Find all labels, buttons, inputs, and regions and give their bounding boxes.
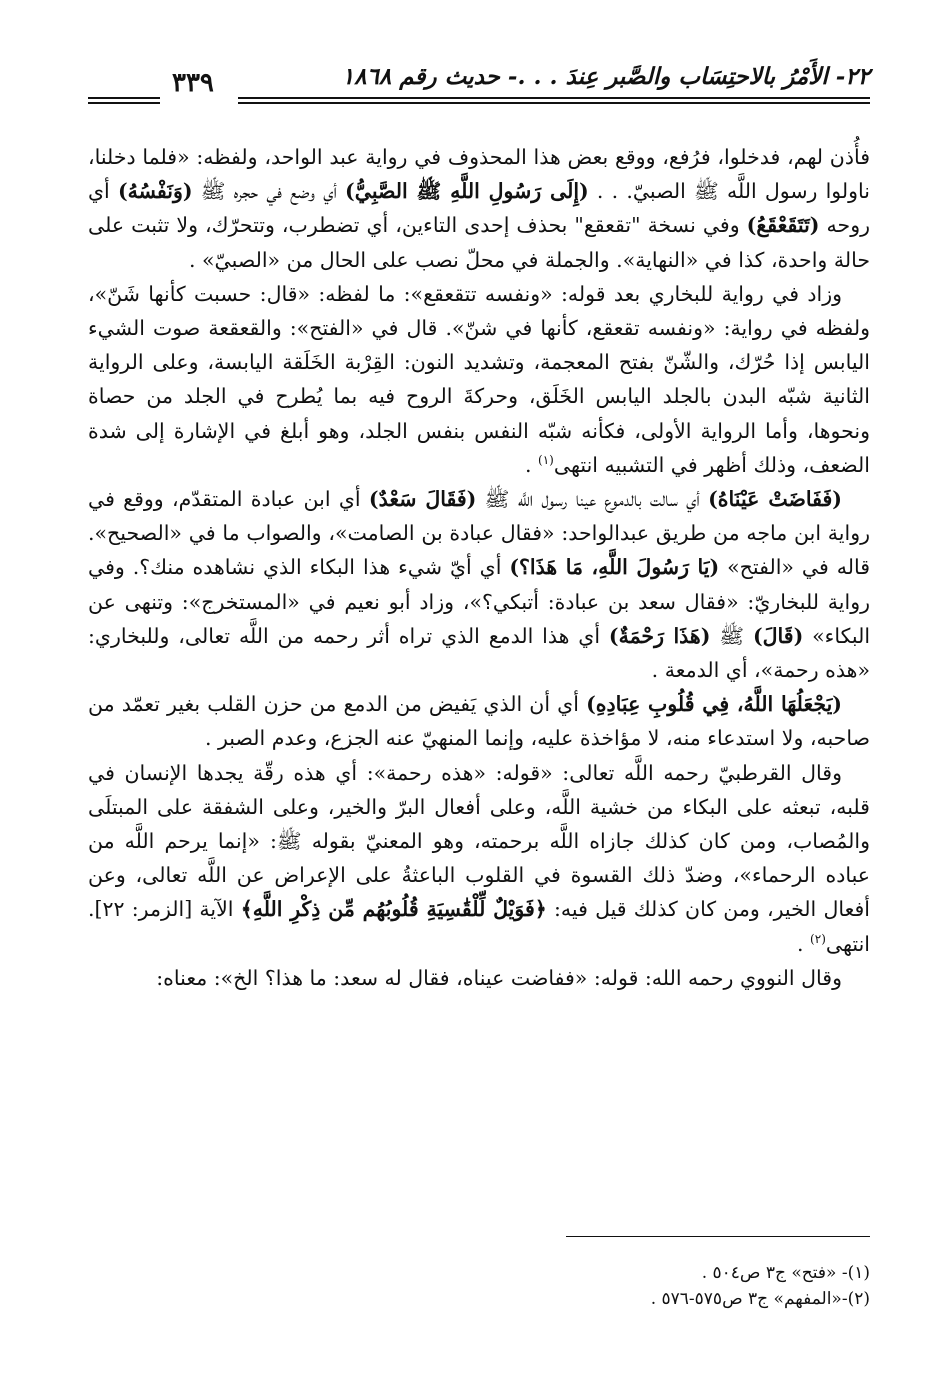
text-run: أي ابن عبادة المتقدّم، ووقع في رواية ابن ماجه من طريق عبدالواحد: «فقال عبادة بن الصامت»، والصواب ما في «الصحيح». قاله في «الفتح» (88, 487, 870, 580)
footnote-2: (٢)-«المفهم» ج٣ ص٥٧٥-٥٧٦ . (650, 1289, 870, 1309)
text-run: وزاد في رواية للبخاري بعد قوله: «ونفسه تتقعقع»: ما لفظه: «قال: حسبت كأنها شَنّ»، ولفظه في رواية: «ونفسه تقعقع، كأنها في شنّ». قال في «الفتح»: والقعقعة صوت الشيء اليابس إذا حُرّك، والشّنّ بفتح المعجمة، وتشديد النون: القِرْبة الخَلَقة اليابسة، وعلى الرواية الثانية شبّه البدن بالجلد اليابس الخَلَق، وحركةَ الروح فيه بما يُطرح في الجلد من حصاة ونحوها، وأما الرواية الأولى، فكأنه شبّه النفس بنفس الجلد، وهو أبلغ في الإشارة إلى شدة الضعف، وذلك أظهر في التشبيه انتهى (88, 281, 870, 477)
header-rule (238, 97, 870, 104)
footnote-1: (١)- «فتح» ج٣ ص٥٠٤ . (701, 1263, 870, 1283)
text-run: أي هذا الدمع الذي تراه أثر رحمه من اللَّه تعالى، وللبخاري: «هذه رحمة»، أي الدمعة . (88, 623, 870, 683)
paragraph (88, 277, 870, 482)
text-run: . (797, 931, 811, 956)
chapter-title: ٢٢- الأَمْرُ بالاحتِسَاب والصَّبر عِندَ . . .- حديث رقم ١٨٦٨ (341, 63, 870, 90)
text-run: أي سالت بالدموع عينا رسول اللَّه ﷺ (476, 487, 709, 512)
hadith-quote: (قَالَ) (752, 623, 804, 648)
hadith-quote: (تَتَقَعْقَعُ) (746, 213, 820, 238)
hadith-quote: ﴿فَوَيْلٌ لِّلْقَٰسِيَةِ قُلُوبُهُم مِّن ذِكْرِ اللَّهِ﴾ (240, 897, 547, 922)
page-number: ٣٣٩ (172, 68, 214, 98)
text-run: . (524, 452, 539, 477)
text-run: أي أن الذي يَفيض من الدمع من حزن القلب بغير تعمّد من صاحبه، ولا استدعاء منه، لا مؤاخذة عليه، وإنما المنهيّ عنه الجزع، وعدم الصبر . (88, 692, 870, 751)
text-run: أي روحه (88, 179, 871, 238)
paragraph (88, 140, 870, 277)
hadith-quote: (هَذَا رَحْمَةٌ) (608, 623, 711, 648)
footnote-ref: (١) (538, 453, 554, 467)
paragraph (88, 482, 870, 687)
paragraph (88, 756, 870, 961)
text-run: أي وضع في حجره ﷺ (192, 179, 346, 204)
footnotes (88, 1260, 870, 1312)
text-run: وقال النووي رحمه الله: قوله: «ففاضت عيناه، فقال له سعد: ما هذا؟ الخ»: معناه: (156, 965, 842, 990)
footnote-separator (566, 1236, 870, 1237)
running-header (88, 62, 870, 106)
main-text (88, 140, 870, 995)
hadith-quote: (إِلَى رَسُولِ اللَّهِ ﷺ الصَّبِيُّ) (345, 179, 589, 204)
footnote-ref: (٢) (810, 931, 826, 946)
paragraph (88, 687, 870, 755)
text-run: وفي نسخة "تقعقع" بحذف إحدى التاءين، أي تضطرب، وتتحرّك، ولا تثبت على حالة واحدة، كذا في «النهاية». والجملة في محلّ نصب على الحال من «الصبيّ» . (88, 213, 870, 272)
hadith-quote: (يَا رَسُولَ اللَّهِ، مَا هَذَا؟) (509, 555, 720, 580)
hadith-quote: (فَفَاضَتْ عَيْنَاهُ) (708, 487, 842, 512)
text-run: وقال القرطبيّ رحمه اللَّه تعالى: «قوله: «هذه رحمة»: أي هذه رقّة يجدها الإنسان في قلبه، تبعثه على البكاء من خشية اللَّه، وعلى أفعال البرّ والخير، وعلى الشفقة على المبتلَى والمُصاب، ومن كان كذلك جازاه اللَّه برحمته، وهو المعنيّ بقوله ﷺ: «إنما يرحم اللَّه من عباده الرحماء»، وضدّ ذلك القسوة في القلوب الباعثةُ على الإعراض عن اللَّه تعالى، وعن أفعال الخير، ومن كان كذلك قيل فيه: (88, 760, 870, 922)
text-run: أي أيّ شيء هذا البكاء الذي نشاهده منك؟. وفي رواية للبخاريّ: «فقال سعد بن عبادة: أتبكي؟»، وزاد أبو نعيم في «المستخرج»: وتنهى عن البكاء» (88, 555, 871, 648)
header-rule-short (88, 97, 160, 104)
hadith-quote: (فَقَالَ سَعْدٌ) (368, 487, 477, 512)
text-run: فأُذن لهم، فدخلوا، فرُفع، ووقع بعض هذا المحذوف في رواية عبد الواحد، ولفظه: «فلما دخلنا، ناولوا رسول اللَّه ﷺ الصبيّ. . . (88, 145, 870, 204)
hadith-quote: (يَجْعَلُهَا اللَّهُ، فِي قُلُوبِ عِبَادِهِ) (586, 692, 842, 717)
paragraph (88, 961, 870, 995)
text-run: ﷺ (710, 623, 753, 648)
hadith-quote: (وَنَفْسُهُ) (117, 179, 193, 204)
text-run: الآية [الزمر: ٢٢]. انتهى (88, 897, 870, 956)
